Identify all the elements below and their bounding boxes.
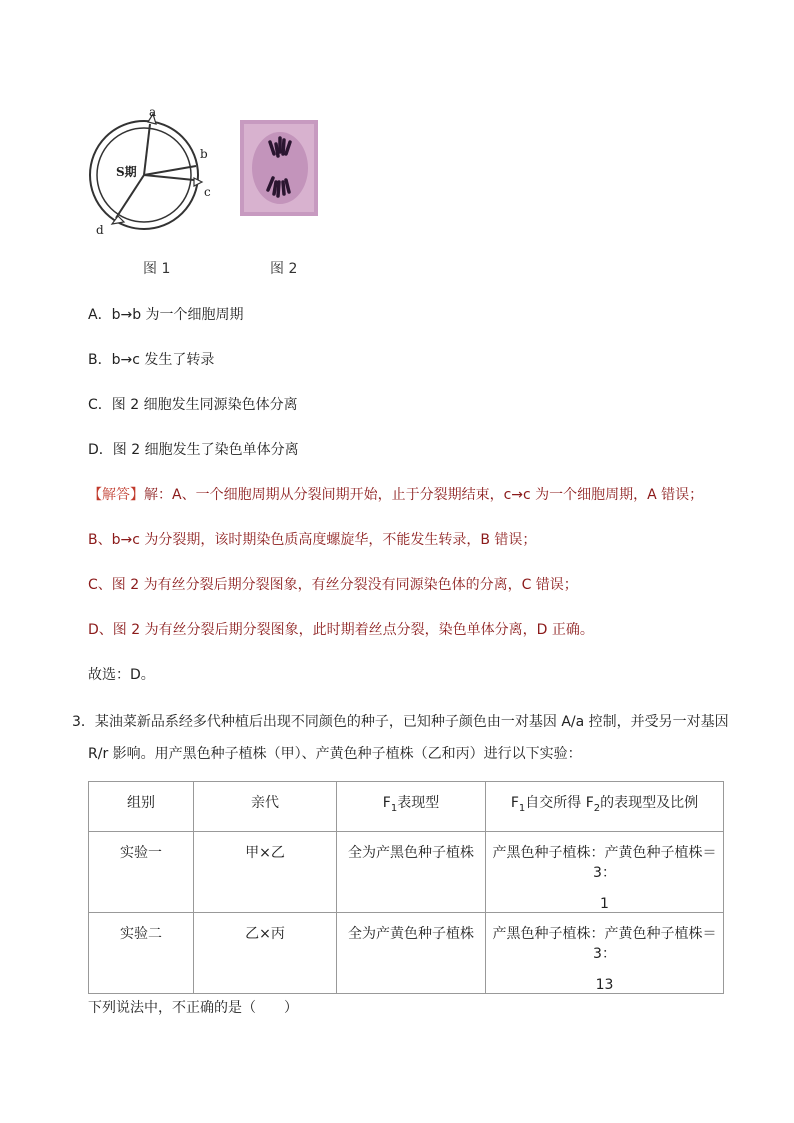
answer-text-1: 解：A、一个细胞周期从分裂间期开始，止于分裂期结束，c→c 为一个细胞周期，A 错误； [144, 487, 704, 503]
figure-2-caption: 图 2 [270, 261, 298, 277]
cell-parents: 甲×乙 [194, 832, 337, 913]
answer-choice: 故选：D。 [88, 667, 155, 683]
cell-f2 [486, 832, 724, 913]
q3-question: 下列说法中，不正确的是（ ） [88, 1000, 298, 1016]
option-a: A．b→b 为一个细胞周期 [88, 307, 244, 323]
cell-f2-ratio: 13 [595, 977, 614, 993]
header-f2: $F_1$自交所得 $F_2$的表现型及比例 [486, 782, 724, 832]
header-parents: 亲代 [194, 782, 337, 832]
cell-group: 实验二 [89, 913, 194, 994]
option-b: B．b→c 发生了转录 [88, 352, 215, 368]
cell-f1: 全为产黑色种子植株 [337, 832, 486, 913]
answer-line-1 [88, 485, 703, 505]
header-f1: $F_1$表现型 [337, 782, 486, 832]
figure-1-caption: 图 1 [143, 261, 171, 277]
label-a: a [149, 105, 157, 119]
cell-group: 实验一 [89, 832, 194, 913]
cell-f2-text: 产黑色种子植株：产黄色种子植株＝3： [492, 926, 717, 962]
option-d: D．图 2 细胞发生了染色单体分离 [88, 442, 299, 458]
figure-area [88, 100, 348, 280]
micrograph-image [240, 120, 318, 216]
answer-line-2: B、b→c 为分裂期，该时期染色质高度螺旋华，不能发生转录，B 错误； [88, 532, 537, 548]
answer-line-3: C、图 2 为有丝分裂后期分裂图象，有丝分裂没有同源染色体的分离，C 错误； [88, 577, 578, 593]
q3-stem-line-2: R/r 影响。用产黑色种子植株（甲）、产黄色种子植株（乙和丙）进行以下实验： [88, 746, 582, 762]
cell-parents: 乙×丙 [194, 913, 337, 994]
cell-f2 [486, 913, 724, 994]
table-header-row [89, 782, 724, 832]
q3-stem-line-1: 3．某油菜新品系经多代种植后出现不同颜色的种子，已知种子颜色由一对基因 A/a 控制，并受另一对基因 [72, 714, 729, 730]
table-row [89, 832, 724, 913]
label-b: b [200, 147, 208, 161]
experiment-table [88, 781, 724, 994]
cell-f2-text: 产黑色种子植株：产黄色种子植株＝3： [492, 845, 717, 881]
answer-tag: 【解答】 [88, 487, 144, 503]
answer-line-4: D、图 2 为有丝分裂后期分裂图象，此时期着丝点分裂，染色单体分离，D 正确。 [88, 622, 594, 638]
cell-cycle-diagram [88, 100, 211, 240]
cell-f1: 全为产黄色种子植株 [337, 913, 486, 994]
table-row [89, 913, 724, 994]
header-group: 组别 [89, 782, 194, 832]
label-d: d [96, 223, 104, 237]
option-c: C．图 2 细胞发生同源染色体分离 [88, 397, 298, 413]
s-phase-label: S期 [116, 165, 137, 179]
cell-f2-ratio: 1 [600, 896, 609, 912]
label-c: c [204, 185, 211, 199]
